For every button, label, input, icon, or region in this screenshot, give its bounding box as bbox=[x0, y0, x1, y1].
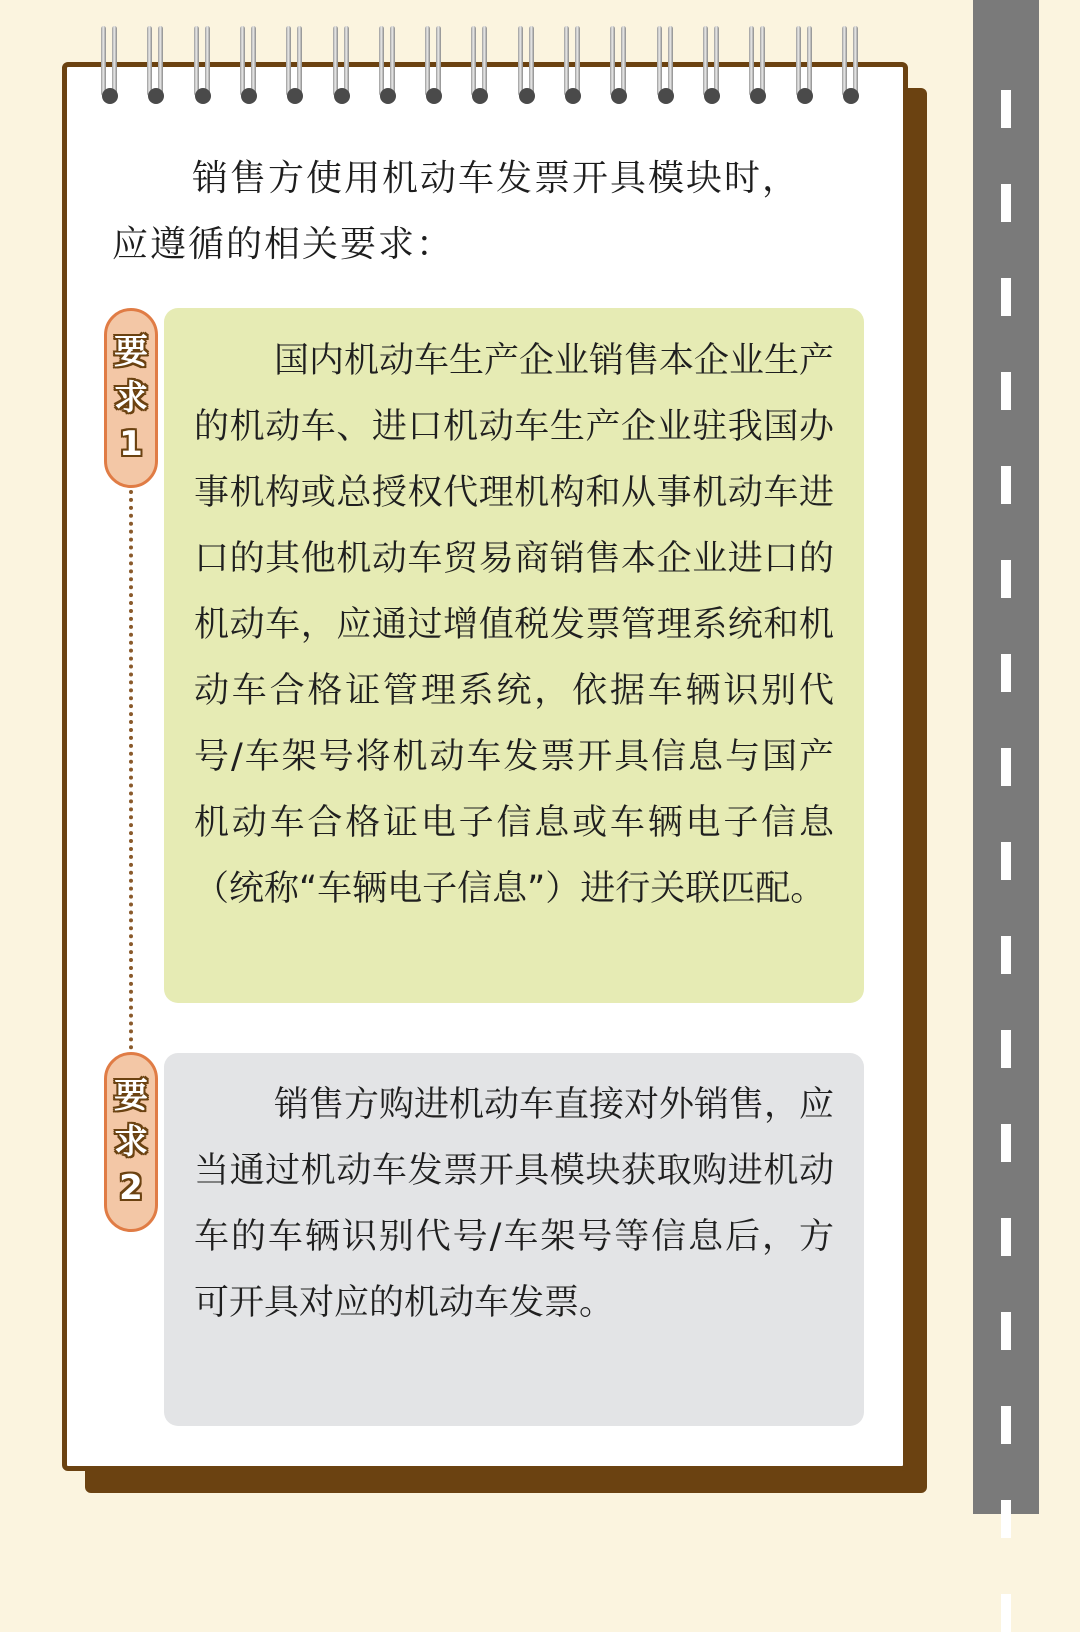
road-dash bbox=[1001, 1406, 1011, 1444]
road-dash bbox=[1001, 654, 1011, 692]
binding-ring bbox=[840, 26, 862, 104]
binding-ring bbox=[284, 26, 306, 104]
binding-ring bbox=[608, 26, 630, 104]
requirement-1-tab-char-3: 1 bbox=[119, 424, 143, 464]
requirement-2-tab-char-2: 求 bbox=[114, 1122, 148, 1162]
road-dash bbox=[1001, 748, 1011, 786]
road-dash bbox=[1001, 372, 1011, 410]
intro-line-1: 销售方使用机动车发票开具模块时， bbox=[192, 158, 801, 199]
road-dash bbox=[1001, 1218, 1011, 1256]
binding-ring bbox=[331, 26, 353, 104]
binding-ring bbox=[145, 26, 167, 104]
road-dash bbox=[1001, 842, 1011, 880]
intro-line-2: 应遵循的相关要求： bbox=[112, 224, 455, 265]
binding-ring bbox=[99, 26, 121, 104]
binding-ring bbox=[794, 26, 816, 104]
requirement-1-card bbox=[164, 308, 864, 1003]
intro-text bbox=[112, 146, 862, 278]
binding-ring bbox=[423, 26, 445, 104]
road-dash bbox=[1001, 90, 1011, 128]
requirement-1-tab bbox=[104, 308, 158, 488]
road-dash bbox=[1001, 1124, 1011, 1162]
requirement-2-tab-char-3: 2 bbox=[119, 1168, 143, 1208]
binding-ring bbox=[562, 26, 584, 104]
requirement-2-tab-char-1: 要 bbox=[114, 1076, 148, 1116]
road-dash bbox=[1001, 278, 1011, 316]
requirement-2-tab bbox=[104, 1052, 158, 1232]
requirement-1-tab-char-1: 要 bbox=[114, 332, 148, 372]
requirement-2-card bbox=[164, 1053, 864, 1426]
road-dash bbox=[1001, 1500, 1011, 1538]
binding-ring bbox=[192, 26, 214, 104]
road-dash bbox=[1001, 184, 1011, 222]
road-dash bbox=[1001, 560, 1011, 598]
binding-ring bbox=[701, 26, 723, 104]
binding-ring bbox=[469, 26, 491, 104]
road-dash bbox=[1001, 936, 1011, 974]
binding-ring bbox=[238, 26, 260, 104]
requirement-1-text: 国内机动车生产企业销售本企业生产的机动车、进口机动车生产企业驻我国办事机构或总授权代理机构和从事机动车进口的其他机动车贸易商销售本企业进口的机动车，应通过增值税发票管理系统和机动车合格证管理系统，依据车辆识别代号/车架号将机动车发票开具信息与国产机动车合格证电子信息或车辆电子信息（统称“车辆电子信息”）进行关联匹配。 bbox=[194, 341, 835, 909]
road-dash bbox=[1001, 1312, 1011, 1350]
road-dash bbox=[1001, 1030, 1011, 1068]
road-dash bbox=[1001, 1594, 1011, 1632]
requirement-2-text: 销售方购进机动车直接对外销售，应当通过机动车发票开具模块获取购进机动车的车辆识别代号/车架号等信息后，方可开具对应的机动车发票。 bbox=[194, 1085, 835, 1323]
binding-ring bbox=[516, 26, 538, 104]
binding-ring bbox=[377, 26, 399, 104]
requirement-1-tab-char-2: 求 bbox=[114, 378, 148, 418]
timeline-dotted-line bbox=[129, 490, 133, 1050]
binding-ring bbox=[747, 26, 769, 104]
road-dash bbox=[1001, 466, 1011, 504]
binding-ring bbox=[655, 26, 677, 104]
